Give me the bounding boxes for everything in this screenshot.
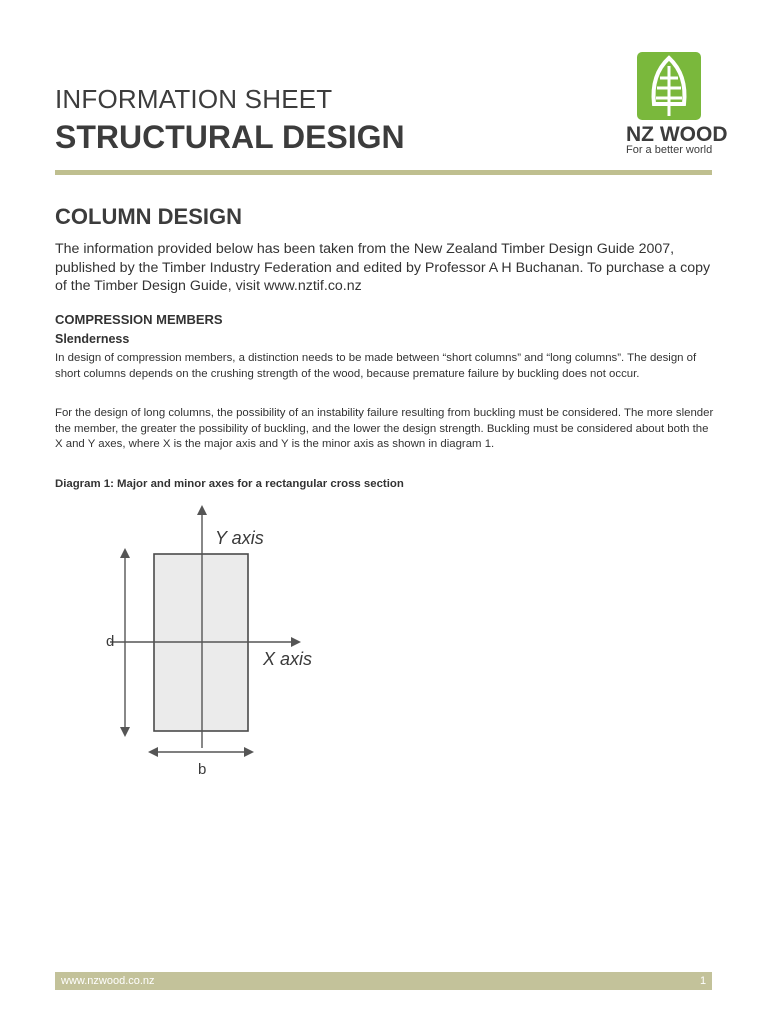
subheading: COMPRESSION MEMBERS xyxy=(55,312,223,327)
intro-paragraph: The information provided below has been taken from the New Zealand Timber Design Guide 2007, published by the Timber Industry Federation and edited by Professor A H Buchanan. To purchase a copy of the Timber Design Guide, visit www.nztif.co.nz xyxy=(55,241,711,294)
nzwood-logo xyxy=(626,52,728,156)
paragraph-short-long-columns: In design of compression members, a distinction needs to be made between “short columns” and “long columns”. The design of short columns depends on the crushing strength of the wood, because premature failure by buckling does not occur. xyxy=(55,352,697,380)
logo-tagline: For a better world xyxy=(626,144,713,156)
footer-url-link[interactable]: www.nzwood.co.nz xyxy=(61,975,155,987)
cross-section-diagram xyxy=(90,500,350,790)
sheet-title: STRUCTURAL DESIGN xyxy=(55,119,405,155)
page-number: 1 xyxy=(700,975,707,987)
logo-wordmark: NZ WOOD xyxy=(626,123,728,146)
depth-label: d xyxy=(106,633,115,650)
sheet-kicker: INFORMATION SHEET xyxy=(55,84,333,114)
paragraph-long-columns: For the design of long columns, the possibility of an instability failure resulting from buckling must be considered. The more slender the member, the greater the possibility of buckling, and the lower the design strength. Buckling must be considered about both the X and Y axes, where X is the major axis and Y is the minor axis as shown in diagram 1. xyxy=(55,407,714,451)
x-axis-label: X axis xyxy=(263,649,313,669)
diagram-caption: Diagram 1: Major and minor axes for a rectangular cross section xyxy=(55,478,404,490)
header-rule xyxy=(55,170,712,175)
breadth-label: b xyxy=(198,761,207,778)
sub-subheading: Slenderness xyxy=(55,332,130,346)
section-title: COLUMN DESIGN xyxy=(55,204,242,229)
y-axis-label: Y axis xyxy=(215,528,264,548)
